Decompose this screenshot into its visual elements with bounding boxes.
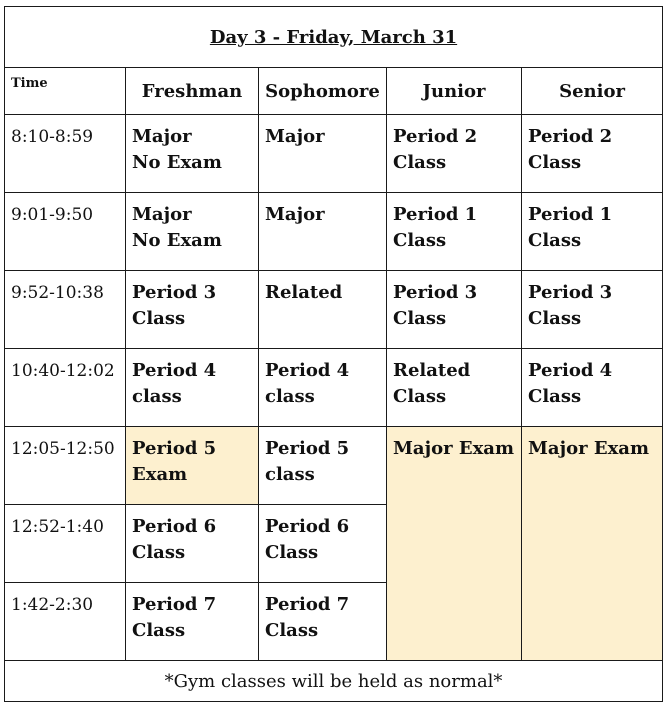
sophomore-cell: Major	[259, 193, 387, 271]
header-time: Time	[5, 68, 126, 115]
sophomore-cell: Period 7 Class	[259, 583, 387, 661]
footer-note: *Gym classes will be held as normal*	[5, 661, 663, 702]
table-row	[5, 349, 663, 427]
schedule-title-text: Day 3 - Friday, March 31	[209, 26, 458, 48]
time-cell: 10:40-12:02	[5, 349, 126, 427]
schedule-title	[5, 7, 663, 68]
junior-major-exam-cell: Major Exam	[387, 427, 522, 661]
freshman-cell: Major No Exam	[126, 115, 259, 193]
junior-cell: Period 3 Class	[387, 271, 522, 349]
sophomore-cell: Major	[259, 115, 387, 193]
table-row	[5, 427, 663, 505]
freshman-cell: Major No Exam	[126, 193, 259, 271]
freshman-cell: Period 7 Class	[126, 583, 259, 661]
time-cell: 12:05-12:50	[5, 427, 126, 505]
freshman-cell: Period 3 Class	[126, 271, 259, 349]
sophomore-cell: Related	[259, 271, 387, 349]
time-cell: 1:42-2:30	[5, 583, 126, 661]
freshman-cell: Period 4 class	[126, 349, 259, 427]
table-row	[5, 115, 663, 193]
time-cell: 8:10-8:59	[5, 115, 126, 193]
exam-schedule-table	[4, 6, 663, 702]
table-row	[5, 193, 663, 271]
sophomore-cell: Period 6 Class	[259, 505, 387, 583]
junior-cell: Period 2 Class	[387, 115, 522, 193]
time-cell: 12:52-1:40	[5, 505, 126, 583]
header-senior: Senior	[522, 68, 663, 115]
header-sophomore: Sophomore	[259, 68, 387, 115]
senior-cell: Period 4 Class	[522, 349, 663, 427]
sophomore-cell: Period 5 class	[259, 427, 387, 505]
senior-cell: Period 1 Class	[522, 193, 663, 271]
junior-cell: Related Class	[387, 349, 522, 427]
header-freshman: Freshman	[126, 68, 259, 115]
senior-cell: Period 3 Class	[522, 271, 663, 349]
time-cell: 9:01-9:50	[5, 193, 126, 271]
time-cell: 9:52-10:38	[5, 271, 126, 349]
freshman-cell-highlighted: Period 5 Exam	[126, 427, 259, 505]
header-row	[5, 68, 663, 115]
junior-cell: Period 1 Class	[387, 193, 522, 271]
sophomore-cell: Period 4 class	[259, 349, 387, 427]
freshman-cell: Period 6 Class	[126, 505, 259, 583]
senior-cell: Period 2 Class	[522, 115, 663, 193]
senior-major-exam-cell: Major Exam	[522, 427, 663, 661]
header-junior: Junior	[387, 68, 522, 115]
table-row	[5, 271, 663, 349]
